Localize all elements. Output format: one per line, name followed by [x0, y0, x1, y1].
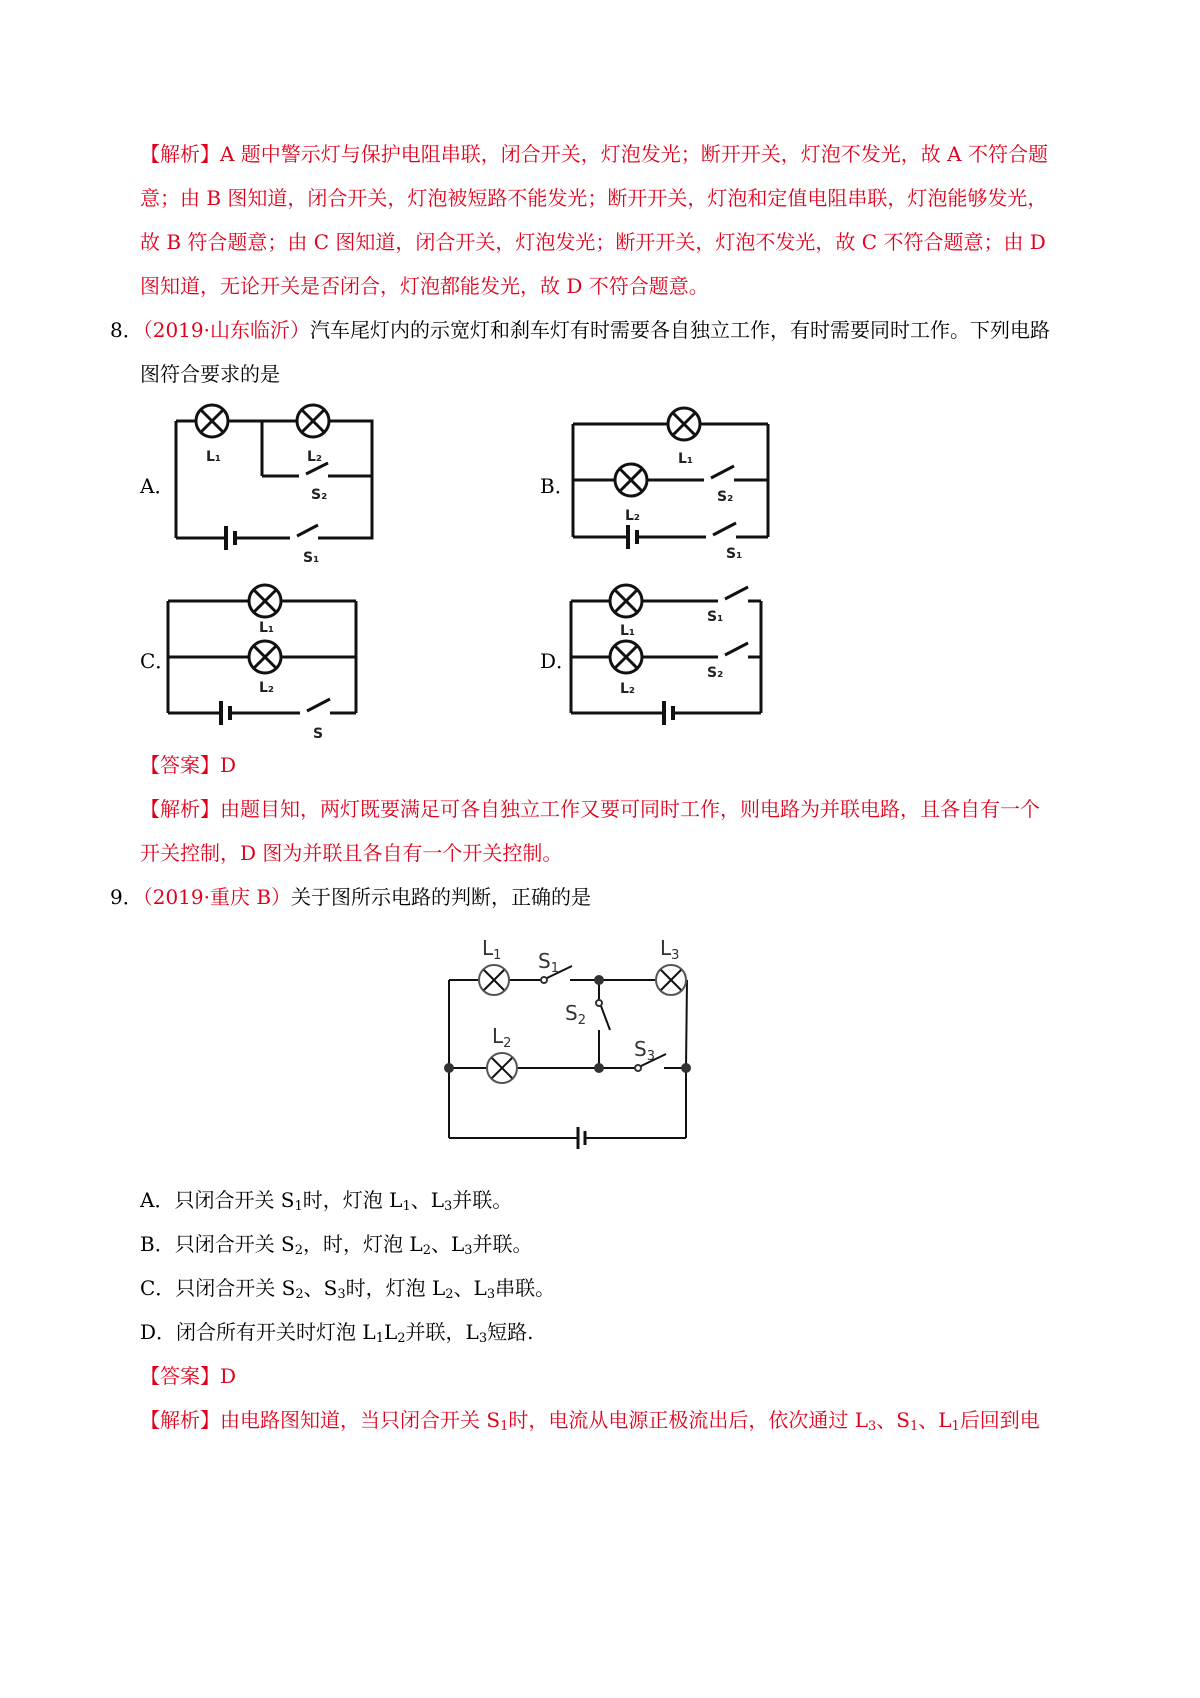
- q9-l2-label: $L_2$: [492, 1024, 512, 1051]
- q9-option-c: C．只闭合开关 $S_2$、$S_3$时，灯泡 $L_2$、$L_3$串联。: [140, 1276, 556, 1302]
- q8-a-l2-label: L₂: [307, 449, 323, 465]
- q9-analysis: 【解析】由电路图知道，当只闭合开关 $S_1$时，电流从电源正极流出后，依次通过 $L_3$、$S_1$、$L_1$后回到电: [140, 1408, 1040, 1434]
- q9-option-a: A．只闭合开关 $S_1$时，灯泡 $L_1$、$L_3$并联。: [140, 1188, 513, 1214]
- q8-d-lamp-l2-icon: [610, 641, 642, 673]
- q8-answer: [140, 753, 1100, 777]
- q8-b-s1-label: S₁: [726, 546, 743, 562]
- q9-circuit: [445, 965, 690, 1149]
- q8-option-a-label: A．: [140, 474, 175, 498]
- q8-b-l2-label: L₂: [625, 508, 641, 524]
- q9-lamp-l3-icon: [656, 965, 686, 995]
- q9-lamp-l2-icon: [487, 1053, 517, 1083]
- q9-option-b: B．只闭合开关 $S_2$，时，灯泡 $L_2$、$L_3$并联。: [140, 1232, 533, 1258]
- q8-option-d-label: D．: [540, 649, 577, 673]
- q8-c-lamp-l1-icon: [249, 585, 281, 617]
- q8-d-l1-label: L₁: [620, 623, 636, 639]
- q7-analysis-tag: 【解析】: [140, 142, 220, 166]
- q8-a-s1-label: S₁: [303, 550, 320, 566]
- q9-s3-label: $S_3$: [634, 1037, 655, 1064]
- q9-analysis-tag: 【解析】: [140, 1408, 220, 1432]
- q8-circuit-a: [176, 405, 372, 550]
- q9-lamp-l1-icon: [479, 965, 509, 995]
- q9-source: （2019·重庆 B）: [142, 885, 292, 909]
- q8-c-s-label: S: [313, 726, 324, 742]
- q9-l3-label: $L_3$: [660, 936, 680, 963]
- q8-circuit-d: [571, 585, 761, 725]
- q7-analysis-line-1: 【解析】A 题中警示灯与保护电阻串联，闭合开关，灯泡发光；断开开关，灯泡不发光，故 A 不符合题: [140, 142, 1048, 166]
- q8-a-s2-label: S₂: [311, 487, 328, 503]
- q8-d-lamp-l1-icon: [610, 585, 642, 617]
- q8-answer-tag: 【答案】: [140, 753, 220, 777]
- q9-number: 9．: [110, 885, 143, 909]
- q8-a-lamp-l1-icon: [196, 405, 228, 437]
- q9-l1-label: $L_1$: [482, 936, 502, 963]
- q9-answer-tag: 【答案】: [140, 1364, 220, 1388]
- q8-stem-line-2: 图符合要求的是: [140, 362, 280, 386]
- q9-s2-label: $S_2$: [565, 1001, 586, 1028]
- q8-circuit-b: [573, 408, 768, 549]
- q8-d-s2-label: S₂: [707, 665, 724, 681]
- q8-stem-line-1: 8．（2019·山东临沂）汽车尾灯内的示宽灯和刹车灯有时需要各自独立工作，有时需要同时工作。下列电路: [110, 318, 1050, 342]
- q8-answer-value: D: [220, 753, 237, 777]
- q8-b-lamp-l2-icon: [615, 464, 647, 496]
- q8-b-lamp-l1-icon: [668, 408, 700, 440]
- q9-s1-label: $S_1$: [538, 949, 559, 976]
- q8-a-lamp-l2-icon: [297, 405, 329, 437]
- q8-b-s2-label: S₂: [717, 489, 734, 505]
- q8-c-l2-label: L₂: [259, 680, 275, 696]
- q8-d-l2-label: L₂: [620, 681, 636, 697]
- q8-circuit-c: [168, 585, 356, 725]
- q8-b-l1-label: L₁: [678, 451, 694, 467]
- q8-analysis-line-2: 开关控制，D 图为并联且各自有一个开关控制。: [140, 841, 563, 865]
- q9-answer-value: D: [220, 1364, 237, 1388]
- q8-option-b-label: B．: [540, 474, 575, 498]
- q8-c-lamp-l2-icon: [249, 641, 281, 673]
- q8-analysis-tag: 【解析】: [140, 797, 220, 821]
- q8-analysis-line-1: 【解析】由题目知，两灯既要满足可各自独立工作又要可同时工作，则电路为并联电路，且各自有一个: [140, 797, 1040, 821]
- q8-number: 8．: [110, 318, 143, 342]
- q8-a-l1-label: L₁: [206, 449, 222, 465]
- q9-answer: [140, 1364, 1100, 1388]
- q9-stem: 9．（2019·重庆 B）关于图所示电路的判断，正确的是: [110, 885, 592, 909]
- q7-analysis-line-3: 故 B 符合题意；由 C 图知道，闭合开关，灯泡发光；断开开关，灯泡不发光，故 C 不符合题意；由 D: [140, 230, 1046, 254]
- q8-d-s1-label: S₁: [707, 609, 724, 625]
- q7-analysis-line-4: 图知道，无论开关是否闭合，灯泡都能发光，故 D 不符合题意。: [140, 274, 709, 298]
- q8-source: （2019·山东临沂）: [142, 318, 310, 342]
- q8-c-l1-label: L₁: [259, 620, 275, 636]
- q8-option-c-label: C．: [140, 649, 176, 673]
- q7-analysis-line-2: 意；由 B 图知道，闭合开关，灯泡被短路不能发光；断开开关，灯泡和定值电阻串联，灯泡能够发光，: [140, 186, 1048, 210]
- q9-option-d: D．闭合所有开关时灯泡 $L_1L_2$并联，$L_3$短路.: [140, 1320, 534, 1346]
